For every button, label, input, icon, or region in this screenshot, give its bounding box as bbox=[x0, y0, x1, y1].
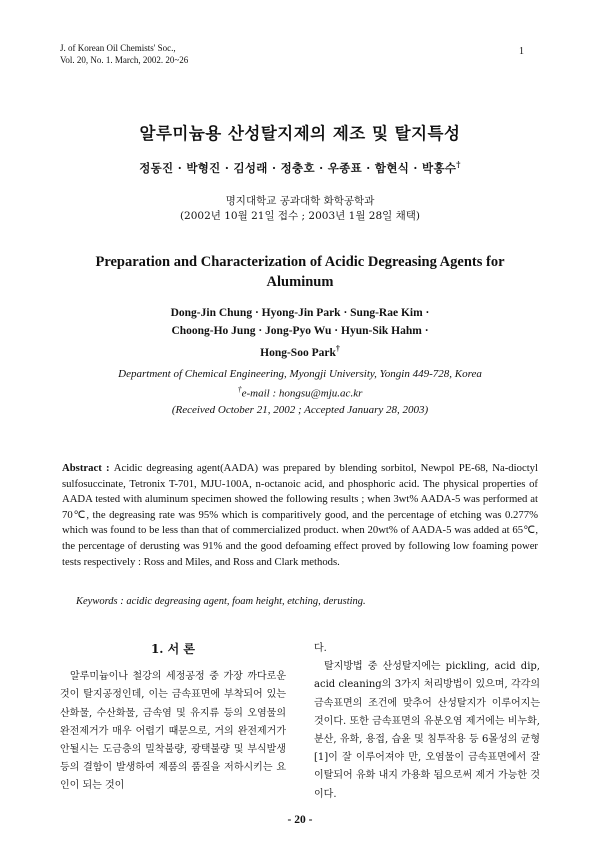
english-title-line2: Aluminum bbox=[266, 274, 334, 290]
journal-name: J. of Korean Oil Chemists' Soc., bbox=[60, 43, 176, 53]
intro-paragraph-right: 탈지방법 중 산성탈지에는 pickling, acid dip, acid cleaning의 3가지 처리방법이 있으며, 각각의 금속표면의 조건에 맞추어 산성탈지가 이루어지는 것이다. 또한 금속표면의 유분오염 제거에는 비누화, 분산, 유화, 용접, 습윤 및 침투작용 등 6몰성의 균형[1]이 잘 이루어져야 만, 오염물이 금속표면에서 잘 이탈되어 유화 내지 가용화 됨으로써 제거 가능한 것이다. bbox=[314, 661, 540, 800]
email-line bbox=[0, 382, 600, 402]
keywords: Keywords : acidic degreasing agent, foam height, etching, derusting. bbox=[76, 596, 366, 607]
english-authors bbox=[0, 304, 600, 362]
english-department: Department of Chemical Engineering, Myongji University, Yongin 449-728, Korea bbox=[118, 368, 482, 380]
journal-citation bbox=[60, 42, 188, 66]
page-footer-number: - 20 - bbox=[287, 814, 313, 826]
received-accepted: (Received October 21, 2002 ; Accepted January 28, 2003) bbox=[171, 403, 429, 416]
english-affiliation-block bbox=[0, 366, 600, 418]
korean-author-list: 정동진 · 박형진 · 김성래 · 정충호 · 우종표 · 함현식 · 박홍수 bbox=[139, 160, 457, 175]
english-authors-line1: Dong-Jin Chung · Hyong-Jin Park · Sung-Rae Kim · bbox=[170, 307, 430, 319]
journal-volume: Vol. 20, No. 1. March, 2002. 20~26 bbox=[60, 55, 189, 65]
english-title bbox=[0, 252, 600, 292]
english-authors-line2: Choong-Ho Jung · Jong-Pyo Wu · Hyun-Sik Hahm · bbox=[171, 325, 429, 337]
english-corresponding-mark: † bbox=[335, 344, 340, 353]
top-page-number: 1 bbox=[519, 46, 524, 57]
english-authors-line3: Hong-Soo Park† bbox=[260, 344, 340, 359]
korean-title: 알루미늄용 산성탈지제의 제조 및 탈지특성 bbox=[139, 124, 461, 143]
email-mark: † bbox=[237, 385, 242, 394]
korean-affiliation: 명지대학교 공과대학 화학공학과 bbox=[225, 195, 375, 207]
abstract-label: Abstract bbox=[62, 462, 102, 474]
email-text: e-mail : hongsu@mju.ac.kr bbox=[241, 387, 363, 400]
english-title-line1: Preparation and Characterization of Acidic Degreasing Agents for bbox=[95, 254, 505, 270]
korean-authors bbox=[0, 159, 600, 176]
abstract-text: Acidic degreasing agent(AADA) was prepared by blending sorbitol, Newpol PE-68, Na-dioctyl sulfosuccinate, Tetronix T-701, MJU-100A, n-octanoic acid, and phosphoric acid. The physical properties of AADA tested with aluminum specimen showed the following results ; when 3wt% AADA-5 was performed at 70℃, the degreasing rate was 95% which is comparitively good, and the percentage of etching was 0.277% which was found to be less than that of commercialized product. when 20wt% of AADA-5 was added at 65℃, the percentage of derusting was 91% and the good defoaming effect proved by following low foaming power tests respectively : Ross and Miles, and Ross and Clark methods. bbox=[62, 462, 538, 568]
intro-continuation: 다. bbox=[314, 643, 327, 654]
intro-right-column bbox=[314, 640, 540, 804]
intro-left-column bbox=[60, 640, 286, 796]
intro-paragraph-left: 알루미늄이나 철강의 세정공정 중 가장 까다로운 것이 탈지공정인데, 이는 금속표면에 부착되어 있는 산화물, 수산화물, 금속염 및 유지류 등의 오염물의 완전제거가 매우 어렵기 때문으로, 거의 완전제거가 안될시는 도금층의 밀착불량, 광택불량 및 부식발생 등의 결함이 발생하여 제품의 품질을 저하시키는 요인이 되는 것이 bbox=[60, 671, 286, 792]
korean-dates: (2002년 10월 21일 접수 ; 2003년 1월 28일 채택) bbox=[179, 210, 421, 222]
section-heading: 1. 서 론 bbox=[150, 642, 196, 656]
abstract-separator: : bbox=[101, 462, 114, 474]
abstract bbox=[62, 461, 538, 570]
corresponding-mark: † bbox=[456, 159, 461, 169]
